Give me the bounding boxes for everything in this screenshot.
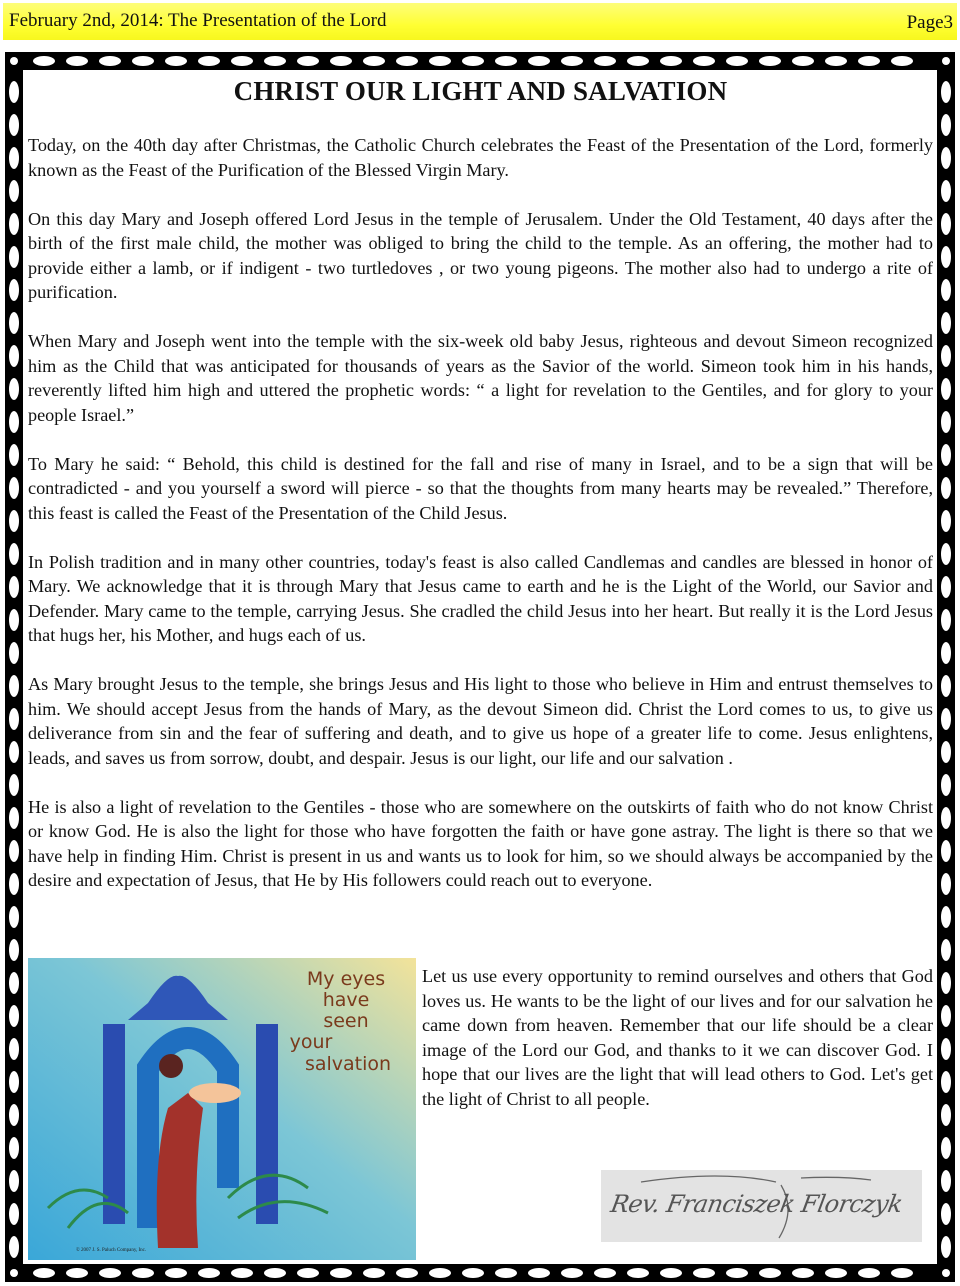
border-oval [9, 1071, 19, 1093]
border-oval [561, 56, 583, 66]
border-oval [726, 56, 748, 66]
border-oval [9, 873, 19, 895]
border-oval [941, 642, 951, 664]
border-oval [941, 609, 951, 631]
presentation-illustration [28, 958, 416, 1260]
article-title: CHRIST OUR LIGHT AND SALVATION [233, 76, 728, 106]
border-oval [429, 1268, 451, 1278]
border-oval [9, 180, 19, 202]
border-oval [941, 543, 951, 565]
border-oval [891, 1268, 913, 1278]
border-oval [660, 1268, 682, 1278]
border-oval [9, 1104, 19, 1126]
border-oval [9, 774, 19, 796]
border-oval [941, 1203, 951, 1225]
border-oval [858, 56, 880, 66]
signature-text: Rev. Franciszek Florczyk [608, 1190, 905, 1218]
border-oval [9, 510, 19, 532]
border-oval [9, 1170, 19, 1192]
border-oval [9, 609, 19, 631]
border-oval [941, 675, 951, 697]
border-oval [941, 840, 951, 862]
border-oval [941, 1137, 951, 1159]
border-oval [9, 741, 19, 763]
border-oval [941, 279, 951, 301]
border-oval [891, 56, 913, 66]
article-body [28, 133, 933, 917]
border-oval [941, 906, 951, 928]
border-oval [429, 56, 451, 66]
border-oval [792, 1268, 814, 1278]
border-oval [9, 576, 19, 598]
border-oval [941, 180, 951, 202]
border-oval [9, 642, 19, 664]
border-oval [330, 1268, 352, 1278]
closing-paragraph: Let us use every opportunity to remind ourselves and others that God loves us. He wants to be the light of our lives and for our salvation he came down from heaven. Remember that our life should be a clear image of the Lord our God, and thanks to it we can discover God. I hope that our lives are the light that will lead others to God. Let's get the light of Christ to all people. [422, 966, 933, 1109]
border-oval [9, 1203, 19, 1225]
caption-line: your [289, 1031, 333, 1053]
border-oval [297, 56, 319, 66]
border-oval [165, 1268, 187, 1278]
border-oval [627, 56, 649, 66]
header-title: February 2nd, 2014: The Presentation of the Lord [9, 10, 387, 31]
border-oval [495, 56, 517, 66]
border-oval [495, 1268, 517, 1278]
border-oval [941, 81, 951, 103]
border-oval [941, 708, 951, 730]
border-oval [9, 411, 19, 433]
border-oval [363, 56, 385, 66]
border-oval [941, 444, 951, 466]
border-oval [941, 972, 951, 994]
border-oval [396, 1268, 418, 1278]
border-oval [9, 246, 19, 268]
border-oval [941, 1071, 951, 1093]
border-oval [627, 1268, 649, 1278]
border-oval [941, 1038, 951, 1060]
border-oval [941, 807, 951, 829]
border-oval [941, 510, 951, 532]
border-oval [759, 1268, 781, 1278]
border-oval [528, 1268, 550, 1278]
border-oval [941, 939, 951, 961]
border-oval [825, 56, 847, 66]
border-oval [9, 378, 19, 400]
border-oval [941, 741, 951, 763]
border-oval [10, 57, 18, 65]
border-oval [941, 1005, 951, 1027]
border-oval [9, 279, 19, 301]
page-number: Page3 [906, 12, 953, 33]
paragraph: To Mary he said: “ Behold, this child is destined for the fall and rise of many in Israel, and to be a sign that will be contradicted - and you yourself a sword will pierce - so that the thoughts from many hearts may be revealed.” Therefore, this feast is called the Feast of the Presentation of the Child Jesus. [28, 453, 933, 523]
border-oval [941, 114, 951, 136]
border-oval [198, 1268, 220, 1278]
caption-line: My eyes [306, 968, 386, 990]
border-oval [941, 246, 951, 268]
border-oval [528, 56, 550, 66]
border-oval [941, 873, 951, 895]
paragraph: Today, on the 40th day after Christmas, the Catholic Church celebrates the Feast of the Presentation of the Lord, formerly known as the Feast of the Purification of the Blessed Virgin Mary. [28, 135, 933, 180]
border-oval [198, 56, 220, 66]
border-oval [9, 807, 19, 829]
border-oval [264, 56, 286, 66]
border-oval [759, 56, 781, 66]
border-oval [231, 1268, 253, 1278]
border-oval [9, 708, 19, 730]
border-oval [231, 56, 253, 66]
paragraph: When Mary and Joseph went into the temple with the six-week old baby Jesus, righteous and devout Simeon recognized him as the Child that was anticipated for thousands of years as the Savior of the world. Simeon took him in his hands, reverently lifted him high and uttered the prophetic words: “ a light for revelation to the Gentiles, and for glory to your people Israel.” [28, 331, 933, 425]
border-oval [9, 444, 19, 466]
border-oval [941, 576, 951, 598]
border-oval [10, 1269, 18, 1277]
border-oval [9, 312, 19, 334]
caption-line: salvation [304, 1053, 392, 1075]
border-oval [594, 1268, 616, 1278]
border-oval [462, 1268, 484, 1278]
border-oval [792, 56, 814, 66]
border-oval [693, 1268, 715, 1278]
paragraph: In Polish tradition and in many other countries, today's feast is also called Candlemas and candles are blessed in honor of Mary. We acknowledge that it is through Mary that Jesus came to earth and he is the Light of the World, our Savior and Defender. Mary came to the temple, carrying Jesus. She cradled the child Jesus into her heart. But really it is the Lord Jesus that hugs her, his Mother, and hugs each of us. [28, 551, 933, 645]
border-oval [942, 1269, 950, 1277]
border-oval [264, 1268, 286, 1278]
border-oval [9, 1038, 19, 1060]
signature-image [601, 1170, 922, 1242]
paragraph: On this day Mary and Joseph offered Lord Jesus in the temple of Jerusalem. Under the Old Testament, 40 days after the birth of the first male child, the mother was obliged to bring the child to the temple. As an offering, the mother had to provide either a lamb, or if indigent - two turtledoves , or two young pigeons. The mother also had to undergo a rite of purification. [28, 208, 933, 302]
border-oval [825, 1268, 847, 1278]
border-oval [9, 1137, 19, 1159]
border-oval [941, 774, 951, 796]
border-oval [941, 378, 951, 400]
paragraph: As Mary brought Jesus to the temple, she brings Jesus and His light to those who believe in Him and entrust themselves to him. We should accept Jesus from the hands of Mary, as the devout Simeon did. Christ the Lord comes to us, to give us deliverance from sin and the fear of suffering and death, and to give us hope of a greater life to come. Jesus enlightens, leads, and saves us from sorrow, doubt, and despair. Jesus is our light, our life and our salvation . [28, 674, 933, 768]
border-oval [9, 840, 19, 862]
border-oval [165, 56, 187, 66]
border-oval [941, 312, 951, 334]
caption-line: seen [323, 1010, 369, 1032]
border-oval [941, 477, 951, 499]
paragraph: He is also a light of revelation to the Gentiles - those who are somewhere on the outskirts of faith who do not know Christ or know God. He is also the light for those who have forgotten the faith or have gone astray. The light is there so that we have help in finding Him. Christ is present in us and wants us to look for him, so we should always be accompanied by the desire and expectation of Jesus, that He by His followers could reach out to everyone. [28, 796, 933, 890]
border-oval [9, 213, 19, 235]
border-oval [66, 56, 88, 66]
border-oval [660, 56, 682, 66]
border-oval [9, 906, 19, 928]
border-oval [99, 1268, 121, 1278]
border-oval [297, 1268, 319, 1278]
border-oval [561, 1268, 583, 1278]
border-oval [941, 147, 951, 169]
border-oval [726, 1268, 748, 1278]
border-oval [9, 345, 19, 367]
border-oval [33, 1268, 55, 1278]
border-oval [941, 1236, 951, 1258]
border-oval [9, 147, 19, 169]
border-oval [941, 345, 951, 367]
border-oval [693, 56, 715, 66]
border-oval [9, 114, 19, 136]
border-oval [132, 56, 154, 66]
border-oval [99, 56, 121, 66]
border-oval [33, 56, 55, 66]
border-oval [9, 939, 19, 961]
border-oval [9, 675, 19, 697]
border-oval [941, 1170, 951, 1192]
border-oval [941, 213, 951, 235]
border-oval [942, 57, 950, 65]
border-oval [9, 543, 19, 565]
border-oval [9, 477, 19, 499]
border-oval [396, 56, 418, 66]
border-oval [941, 411, 951, 433]
border-oval [9, 972, 19, 994]
border-oval [330, 56, 352, 66]
border-oval [858, 1268, 880, 1278]
border-oval [9, 1005, 19, 1027]
caption-line: have [322, 989, 370, 1011]
copyright-text: © 2007 J. S. Paluch Company, Inc. [76, 1248, 147, 1253]
border-oval [462, 56, 484, 66]
border-oval [594, 56, 616, 66]
border-oval [9, 81, 19, 103]
border-oval [363, 1268, 385, 1278]
border-oval [66, 1268, 88, 1278]
border-oval [9, 1236, 19, 1258]
border-oval [132, 1268, 154, 1278]
border-oval [941, 1104, 951, 1126]
